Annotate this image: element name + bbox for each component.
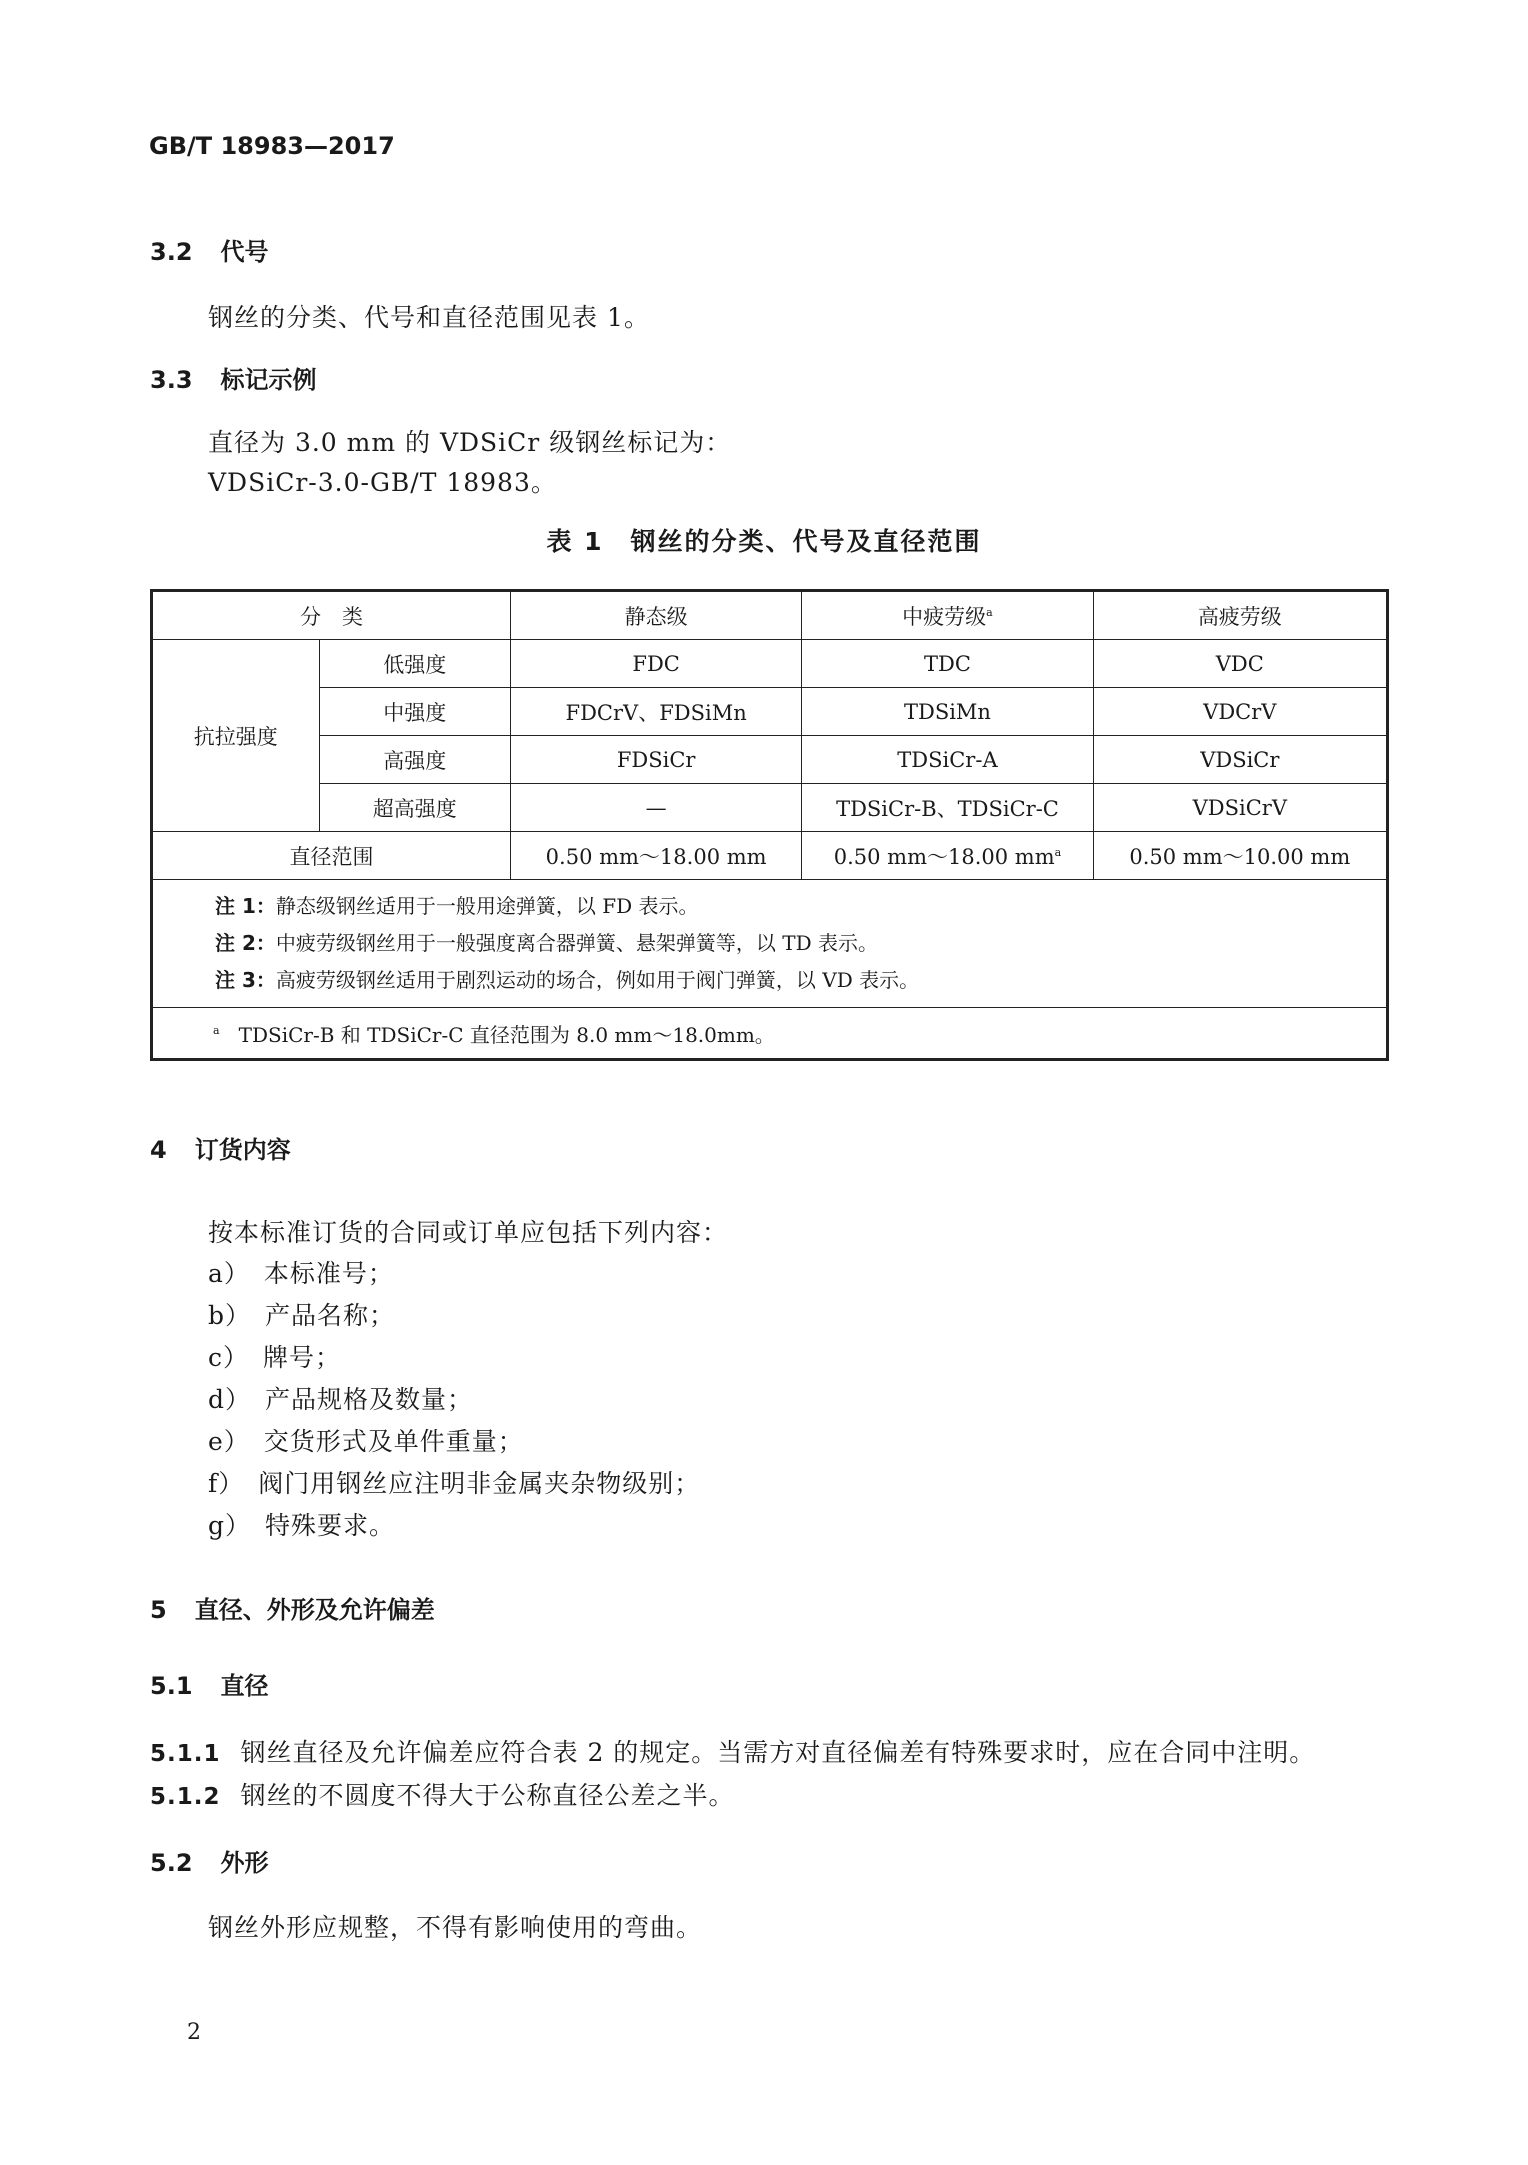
- cell-static: —: [510, 784, 801, 832]
- section-title: 直径: [220, 1672, 269, 1700]
- section-5-2-heading: [150, 1843, 269, 1878]
- cell-static: FDSiCr: [510, 736, 801, 784]
- table-row: [152, 736, 1388, 784]
- table-1-caption: 表 1 钢丝的分类、代号及直径范围: [546, 527, 982, 556]
- section-5-1-heading: [150, 1666, 269, 1701]
- cell-static: FDCrV、FDSiMn: [510, 688, 801, 736]
- section-3-2-heading: [150, 232, 269, 267]
- row-label: 直径范围: [152, 832, 511, 880]
- section-number: 5.1: [150, 1672, 193, 1700]
- marking-example-line2: VDSiCr-3.0-GB/T 18983。: [208, 468, 557, 497]
- header-static: 静态级: [510, 591, 801, 640]
- group-label-tensile-strength: 抗拉强度: [152, 640, 320, 832]
- row-label: 超高强度: [319, 784, 510, 832]
- table-note: 注 3：高疲劳级钢丝适用于剧烈运动的场合，例如用于阀门弹簧，以 VD 表示。: [215, 968, 920, 992]
- row-label: 高强度: [319, 736, 510, 784]
- section-number: 3.2: [150, 238, 193, 266]
- section-number: 3.3: [150, 366, 193, 394]
- table-note: 注 1：静态级钢丝适用于一般用途弹簧，以 FD 表示。: [215, 894, 699, 918]
- section-title: 直径、外形及允许偏差: [194, 1596, 435, 1624]
- list-item: g） 特殊要求。: [208, 1511, 396, 1540]
- cell-static: 0.50 mm～18.00 mm: [510, 832, 801, 880]
- header-high-fatigue: 高疲劳级: [1093, 591, 1387, 640]
- table-row: [152, 784, 1388, 832]
- cell-mid: TDSiCr-B、TDSiCr-C: [802, 784, 1093, 832]
- table-footnote-row: [152, 1008, 1388, 1060]
- list-item: c） 牌号；: [208, 1343, 342, 1372]
- clause-5-1-2: 5.1.2 钢丝的不圆度不得大于公称直径公差之半。: [150, 1781, 735, 1810]
- marking-example-line1: 直径为 3.0 mm 的 VDSiCr 级钢丝标记为：: [208, 428, 732, 457]
- section-5-heading: [150, 1590, 435, 1625]
- cell-high: VDSiCrV: [1093, 784, 1387, 832]
- section-title: 代号: [220, 238, 269, 266]
- list-item: f） 阀门用钢丝应注明非金属夹杂物级别；: [208, 1469, 701, 1498]
- header-category: 分 类: [152, 591, 511, 640]
- table-header-row: [152, 591, 1388, 640]
- section-title: 标记示例: [220, 366, 317, 394]
- standard-number: GB/T 18983—2017: [149, 132, 395, 160]
- section-number: 5.2: [150, 1849, 193, 1877]
- cell-high: 0.50 mm～10.00 mm: [1093, 832, 1387, 880]
- section-title: 外形: [220, 1849, 269, 1877]
- header-mid-fatigue: 中疲劳级$^a$: [802, 591, 1093, 640]
- table-row: [152, 688, 1388, 736]
- cell-static: FDC: [510, 640, 801, 688]
- cell-high: VDSiCr: [1093, 736, 1387, 784]
- table-notes: [152, 880, 1388, 1008]
- cell-mid: TDSiCr-A: [802, 736, 1093, 784]
- clause-5-1-1: 5.1.1 钢丝直径及允许偏差应符合表 2 的规定。当需方对直径偏差有特殊要求时，应在合同中注明。: [150, 1738, 1316, 1767]
- cell-mid: TDSiMn: [802, 688, 1093, 736]
- section-5-2-text: 钢丝外形应规整，不得有影响使用的弯曲。: [208, 1913, 703, 1942]
- page-number: 2: [187, 2020, 201, 2045]
- table-notes-row: [152, 880, 1388, 1008]
- list-item: a） 本标准号；: [208, 1259, 394, 1288]
- section-number: 5: [150, 1596, 167, 1624]
- cell-high: VDCrV: [1093, 688, 1387, 736]
- table-row-diameter: [152, 832, 1388, 880]
- row-label: 中强度: [319, 688, 510, 736]
- list-item: d） 产品规格及数量；: [208, 1385, 474, 1414]
- section-3-3-heading: [150, 360, 317, 395]
- row-label: 低强度: [319, 640, 510, 688]
- table-row: [152, 640, 1388, 688]
- cell-mid: TDC: [802, 640, 1093, 688]
- table-1: [150, 589, 1389, 1061]
- table-note: 注 2：中疲劳级钢丝用于一般强度离合器弹簧、悬架弹簧等，以 TD 表示。: [215, 931, 878, 955]
- order-intro: 按本标准订货的合同或订单应包括下列内容：: [208, 1218, 729, 1247]
- list-item: b） 产品名称；: [208, 1301, 396, 1330]
- list-item: e） 交货形式及单件重量；: [208, 1427, 524, 1456]
- section-number: 4: [150, 1136, 167, 1164]
- section-title: 订货内容: [194, 1136, 291, 1164]
- section-3-2-text: 钢丝的分类、代号和直径范围见表 1。: [208, 303, 650, 332]
- cell-mid: 0.50 mm～18.00 $mm^a$: [802, 832, 1093, 880]
- cell-high: VDC: [1093, 640, 1387, 688]
- section-4-heading: [150, 1130, 291, 1165]
- table-footnote: $^a$ TDSiCr-B 和 TDSiCr-C 直径范围为 8.0 mm～18.0mm。: [152, 1008, 1388, 1060]
